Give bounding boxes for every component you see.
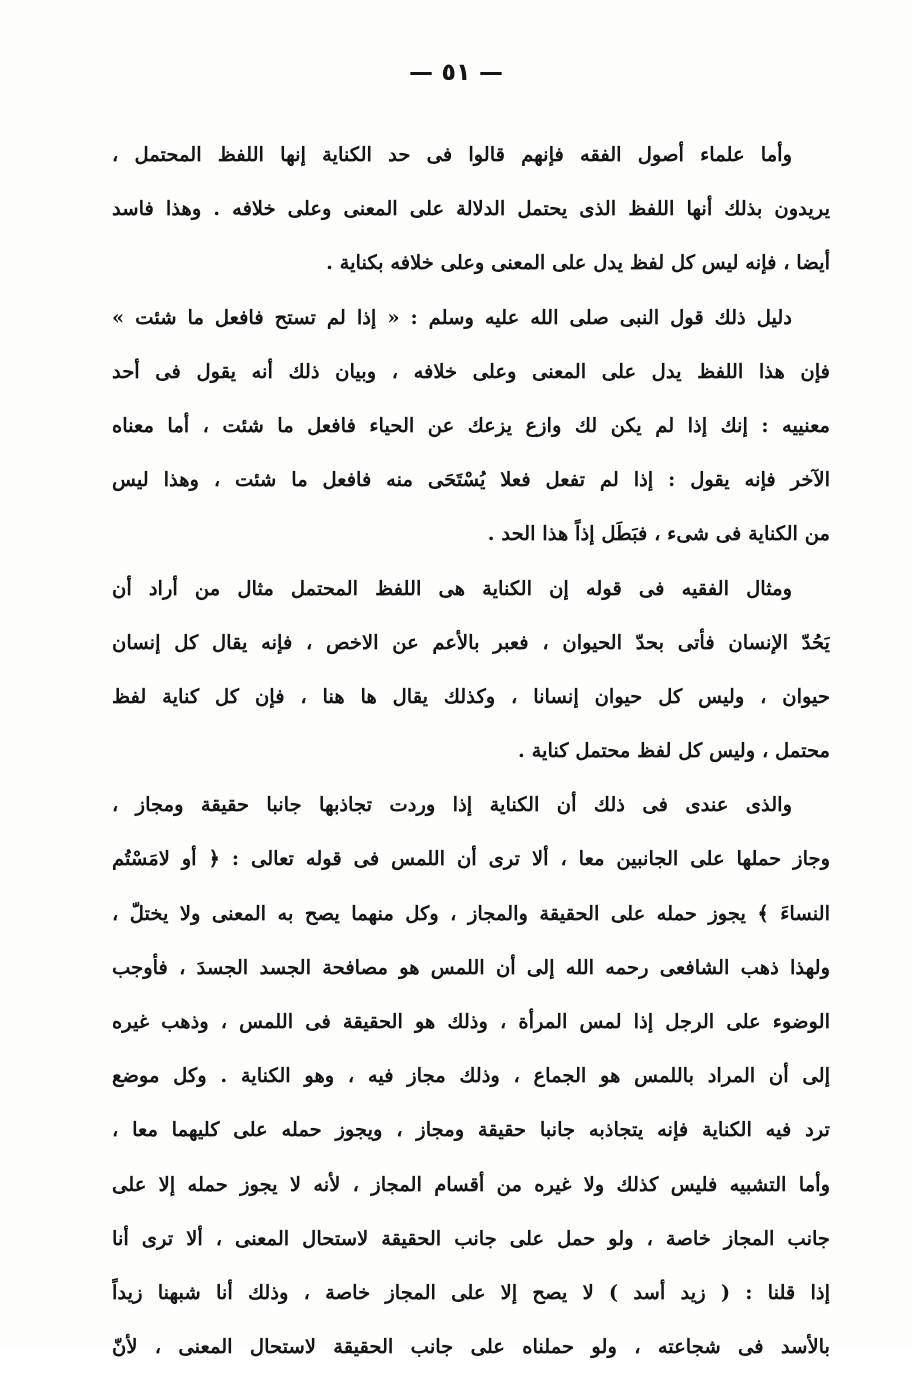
text-line: الوضوء على الرجل إذا لمس المرأة ، وذلك هو الحقيقة فى اللمس ، وذهب غيره [112, 1010, 830, 1033]
text-line: النساءَ ﴾ يجوز حمله على الحقيقة والمجاز ، وكل منهما يصح به المعنى ولا يختلّ ، [112, 901, 830, 925]
text-line: ولهذا ذهب الشافعى رحمه الله إلى أن اللمس هو مصافحة الجسد الجسدَ ، فأوجب [112, 955, 830, 979]
text-line: أيضا ، فإنه ليس كل لفظ يدل على المعنى وعلى خلافه بكناية . [326, 251, 830, 275]
text-line: إذا قلنا : ( زيد أسد ) لا يصح إلا على المجاز خاصة ، وذلك أنا شبهنا زيداً [112, 1280, 830, 1304]
text-line: وأما التشبيه فليس كذلك ولا غيره من أقسام المجاز ، لأنه لا يجوز حمله إلا على [112, 1172, 830, 1196]
text-line: يَحُدّ الإنسان فأتى بحدّ الحيوان ، فعبر بالأعم عن الاخص ، فإنه يقال كل إنسان [112, 630, 830, 654]
text-line: فإن هذا اللفظ يدل على المعنى وعلى خلافه ، وبيان ذلك أنه يقول فى أحد [112, 359, 830, 383]
text-line: حيوان ، وليس كل حيوان إنسانا ، وكذلك يقال ها هنا ، فإن كل كناية لفظ [112, 684, 830, 708]
text-line: ومثال الفقيه فى قوله إن الكناية هى اللفظ المحتمل مثال من أراد أن [112, 576, 792, 600]
text-line: الآخر فإنه يقول : إذا لم تفعل فعلا يُسْتَحَى منه فافعل ما شئت ، وهذا ليس [112, 468, 830, 492]
body-text [112, 128, 830, 1374]
page-number: — ٥١ — [408, 58, 503, 86]
text-line: والذى عندى فى ذلك أن الكناية إذا وردت تجاذبها جانبا حقيقة ومجاز ، [112, 793, 792, 817]
text-line: جانب المجاز خاصة ، ولو حمل على جانب الحقيقة لاستحال المعنى ، ألا ترى أنا [112, 1226, 830, 1250]
text-line: معنييه : إنك إذا لم يكن لك وازع يزعك عن الحياء فافعل ما شئت ، أما معناه [112, 413, 830, 437]
text-line: بالأسد فى شجاعته ، ولو حملناه على جانب الحقيقة لاستحال المعنى ، لأنّ [112, 1335, 830, 1359]
text-line: محتمل ، وليس كل لفظ محتمل كناية . [518, 739, 830, 763]
text-line: ترد فيه الكناية فإنه يتجاذبه جانبا حقيقة ومجاز ، ويجوز حمله على كليهما معا ، [112, 1118, 830, 1142]
text-line: يريدون بذلك أنها اللفظ الذى يحتمل الدلالة على المعنى وعلى خلافه . وهذا فاسد [112, 197, 830, 221]
text-line: دليل ذلك قول النبى صلى الله عليه وسلم : « إذا لم تستح فافعل ما شئت » [112, 305, 792, 329]
text-line: إلى أن المراد باللمس هو الجماع ، وذلك مجاز فيه ، وهو الكناية . وكل موضع [112, 1064, 830, 1088]
text-line: وأما علماء أصول الفقه فإنهم قالوا فى حد الكناية إنها اللفظ المحتمل ، [112, 143, 792, 166]
text-line: وجاز حملها على الجانبين معا ، ألا ترى أن اللمس فى قوله تعالى : ﴿ أو لامَسْتُم [112, 847, 830, 871]
text-line: من الكناية فى شىء ، فبَطَل إذاً هذا الحد . [487, 522, 830, 546]
